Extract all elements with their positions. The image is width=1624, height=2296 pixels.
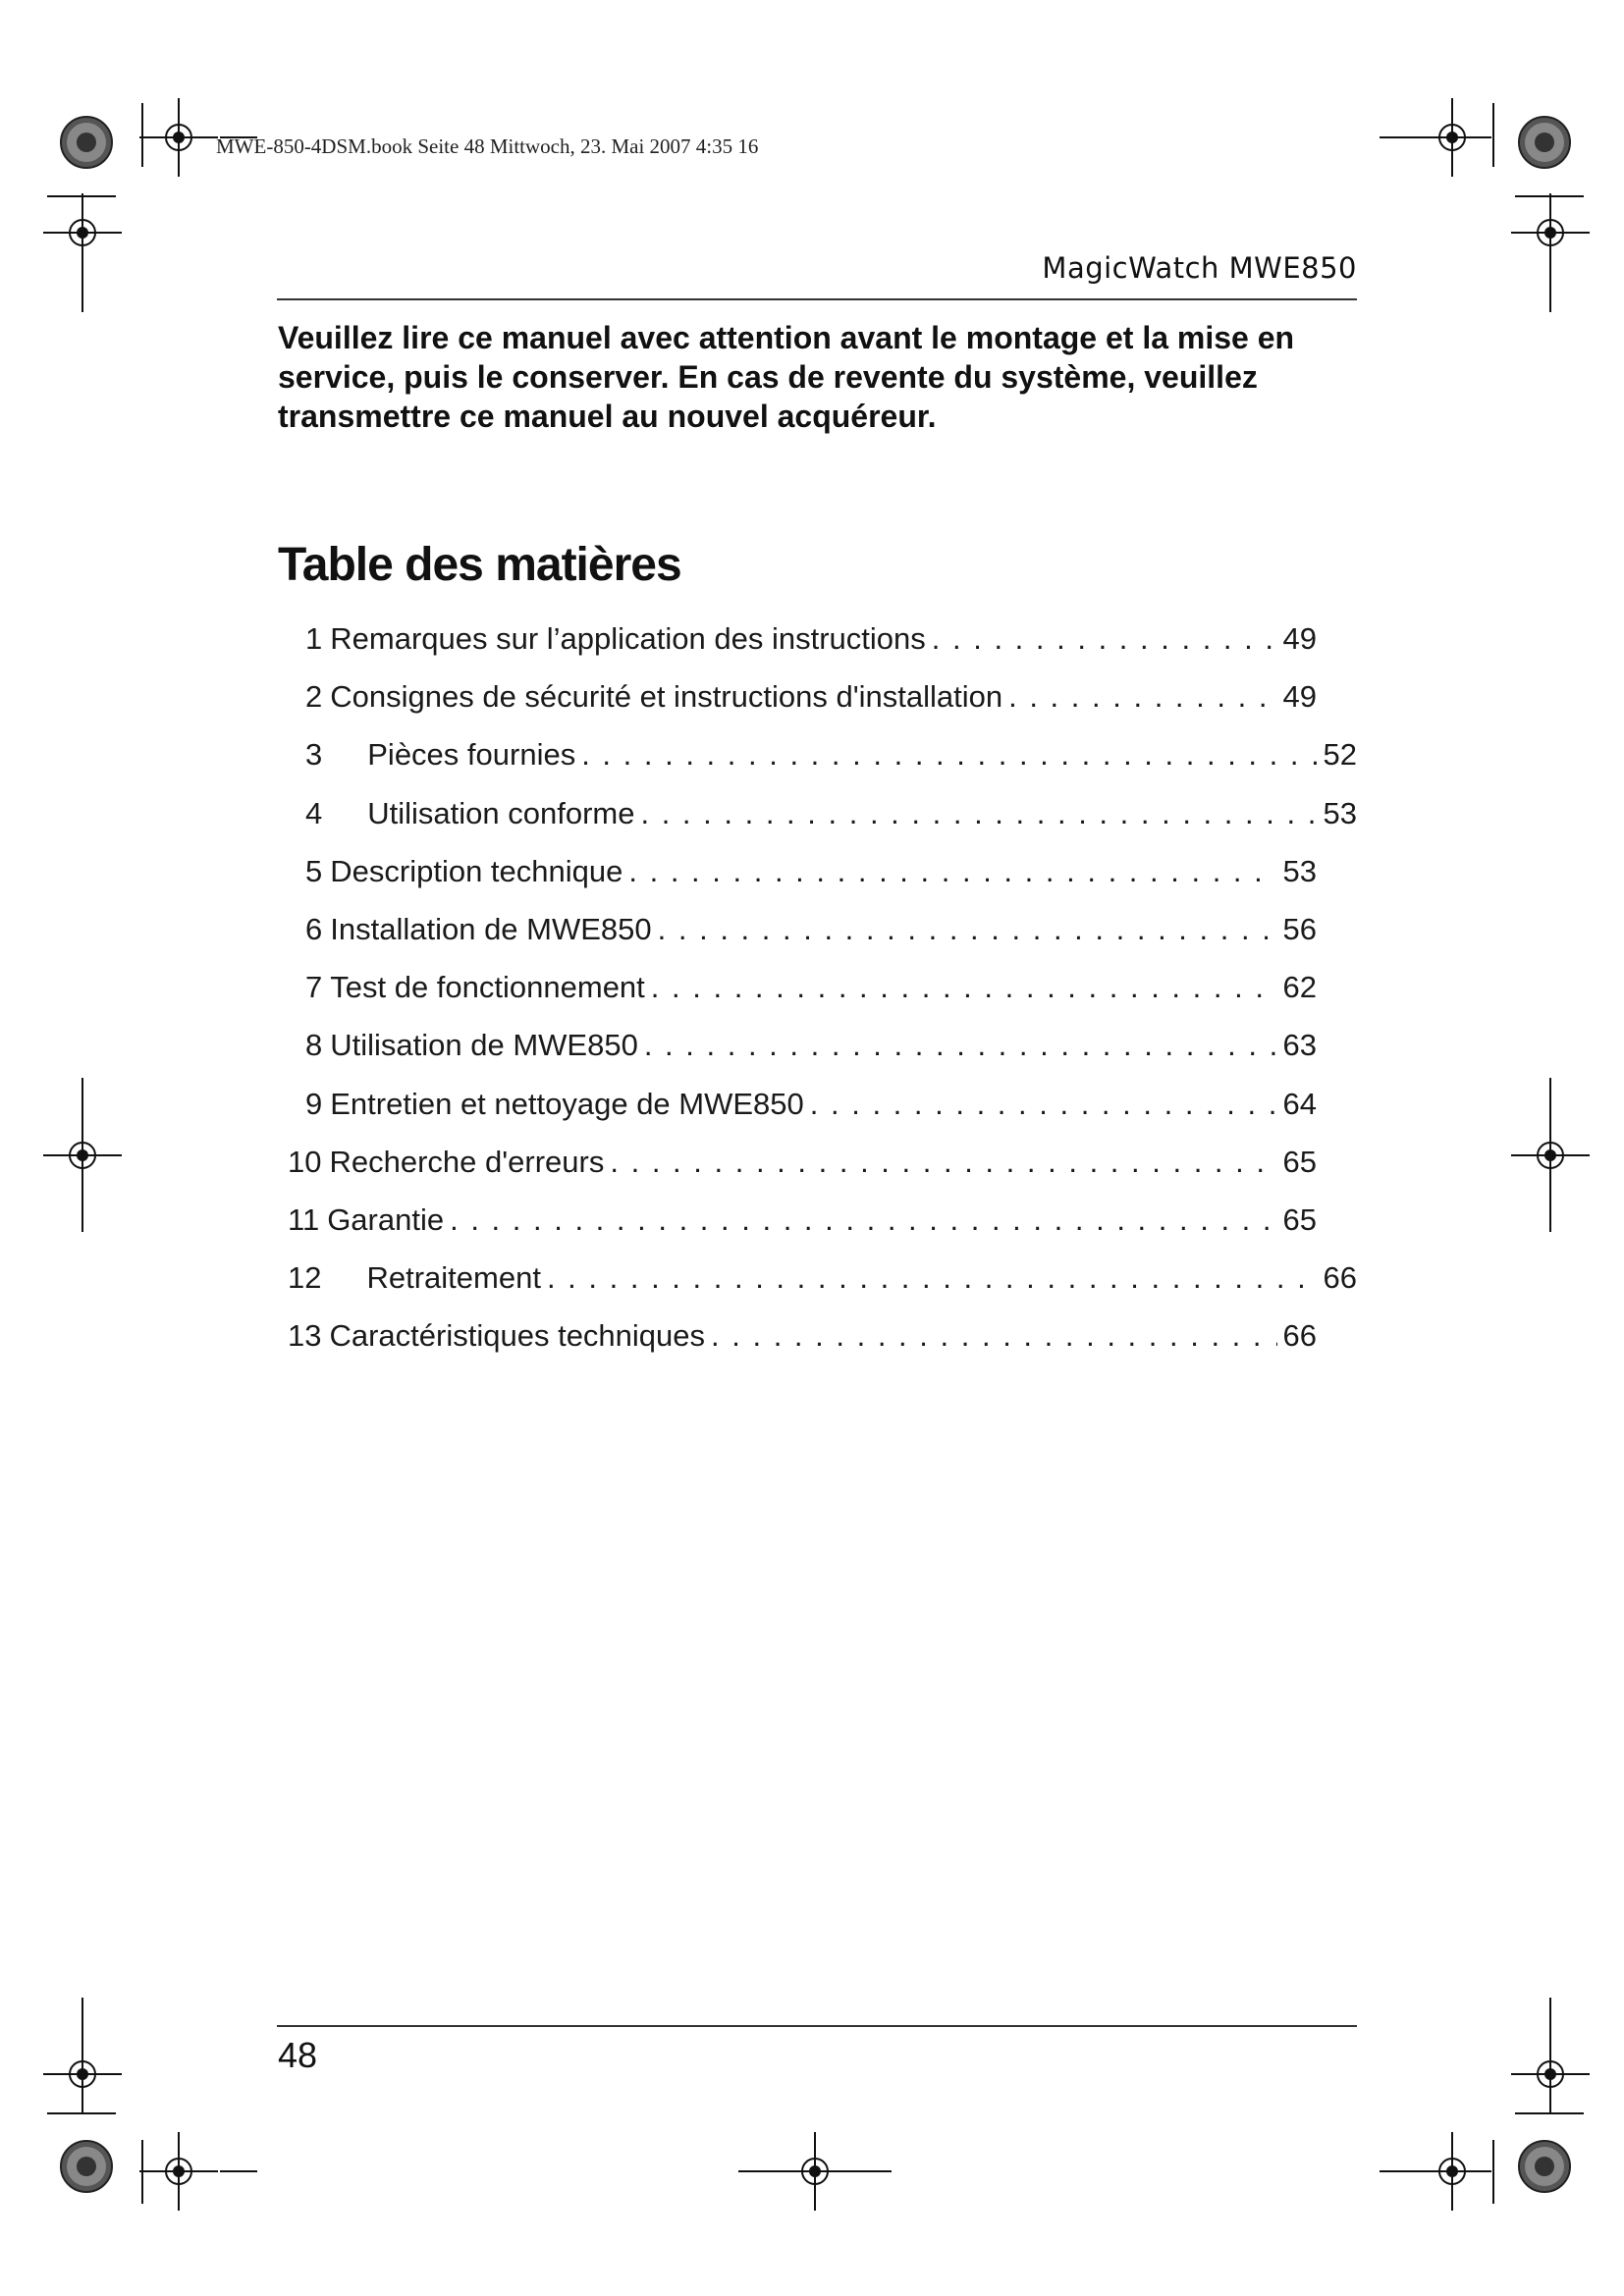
- toc-entry: [305, 735, 1357, 774]
- toc-entry: [305, 852, 1317, 891]
- toc-entry: [288, 1201, 1317, 1240]
- toc-entry-page: 65: [1282, 1145, 1317, 1179]
- toc-entry: [305, 968, 1317, 1007]
- toc-entry: [305, 1026, 1317, 1065]
- toc-leader-dots: [547, 1258, 1318, 1298]
- toc-entry-label: Entretien et nettoyage de MWE850: [330, 1087, 804, 1121]
- toc-entry-page: 53: [1323, 796, 1357, 830]
- footer-rule: [277, 2025, 1357, 2027]
- intro-line: service, puis le conserver. En cas de revente du système, veuillez: [278, 359, 1258, 395]
- toc-leader-dots: [628, 852, 1276, 891]
- toc-entry: [288, 1143, 1317, 1182]
- toc-leader-dots: [711, 1316, 1276, 1356]
- toc-entry-number: 5: [305, 854, 323, 888]
- intro-notice: [278, 318, 1358, 436]
- toc-entry-number: 6: [305, 912, 323, 946]
- intro-line: transmettre ce manuel au nouvel acquéreur.: [278, 399, 937, 434]
- toc-entry-page: 64: [1282, 1087, 1317, 1121]
- toc-entry: [305, 794, 1357, 833]
- toc-entry-number: 4: [305, 796, 323, 830]
- toc-leader-dots: [658, 910, 1277, 949]
- toc-entry-page: 53: [1282, 854, 1317, 888]
- toc-entry-number: 2: [305, 679, 323, 714]
- toc-entry-page: 49: [1282, 621, 1317, 656]
- toc-entry-page: 49: [1282, 679, 1317, 714]
- toc-entry: [305, 619, 1317, 659]
- intro-line: Veuillez lire ce manuel avec attention avant le montage et la mise en: [278, 320, 1295, 355]
- toc-entry-label: Caractéristiques techniques: [329, 1318, 706, 1353]
- toc-entry-page: 66: [1282, 1318, 1317, 1353]
- toc-entry-label: Utilisation conforme: [367, 796, 635, 830]
- toc-entry-number: 12: [288, 1260, 322, 1295]
- toc-entry-page: 66: [1323, 1260, 1357, 1295]
- toc-entry-label: Consignes de sécurité et instructions d'installation: [330, 679, 1003, 714]
- toc-entry-number: 3: [305, 737, 323, 772]
- toc-entry-number: 1: [305, 621, 323, 656]
- toc-entry-number: 8: [305, 1028, 323, 1062]
- toc-entry-label: Remarques sur l’application des instructions: [330, 621, 926, 656]
- toc-entry: [288, 1258, 1357, 1298]
- toc-entry-label: Retraitement: [366, 1260, 541, 1295]
- toc-leader-dots: [640, 794, 1317, 833]
- toc-leader-dots: [932, 619, 1277, 659]
- toc-leader-dots: [644, 1026, 1277, 1065]
- toc-leader-dots: [1008, 677, 1276, 717]
- toc-entry-label: Pièces fournies: [367, 737, 576, 772]
- page-number: 48: [278, 2035, 318, 2075]
- toc-entry-page: 62: [1282, 970, 1317, 1004]
- toc-entry-number: 11: [288, 1202, 320, 1237]
- toc-leader-dots: [810, 1085, 1277, 1124]
- toc-entry-number: 9: [305, 1087, 323, 1121]
- toc-leader-dots: [651, 968, 1277, 1007]
- toc-leader-dots: [450, 1201, 1276, 1240]
- toc-entry-label: Installation de MWE850: [330, 912, 652, 946]
- toc-entry-number: 10: [288, 1145, 322, 1179]
- toc-entry: [288, 1316, 1317, 1356]
- toc-entry-label: Garantie: [327, 1202, 445, 1237]
- toc-entry-page: 63: [1282, 1028, 1317, 1062]
- toc-entry-label: Description technique: [330, 854, 623, 888]
- print-slug-line: MWE-850-4DSM.book Seite 48 Mittwoch, 23. Mai 2007 4:35 16: [216, 134, 759, 158]
- toc-entry: [305, 677, 1317, 717]
- toc-title: Table des matières: [278, 539, 681, 591]
- toc-entry-page: 56: [1282, 912, 1317, 946]
- header-rule: [277, 298, 1357, 300]
- toc-entry: [305, 910, 1317, 949]
- toc-leader-dots: [581, 735, 1317, 774]
- toc-entry-label: Utilisation de MWE850: [330, 1028, 638, 1062]
- toc-leader-dots: [610, 1143, 1276, 1182]
- toc-entry-page: 65: [1282, 1202, 1317, 1237]
- toc-entry-label: Recherche d'erreurs: [329, 1145, 605, 1179]
- toc-entry: [305, 1085, 1317, 1124]
- toc-entry-label: Test de fonctionnement: [330, 970, 645, 1004]
- toc-entry-page: 52: [1323, 737, 1357, 772]
- toc-entry-number: 13: [288, 1318, 322, 1353]
- running-header-brand: MagicWatch MWE850: [1042, 251, 1357, 285]
- toc-entry-number: 7: [305, 970, 323, 1004]
